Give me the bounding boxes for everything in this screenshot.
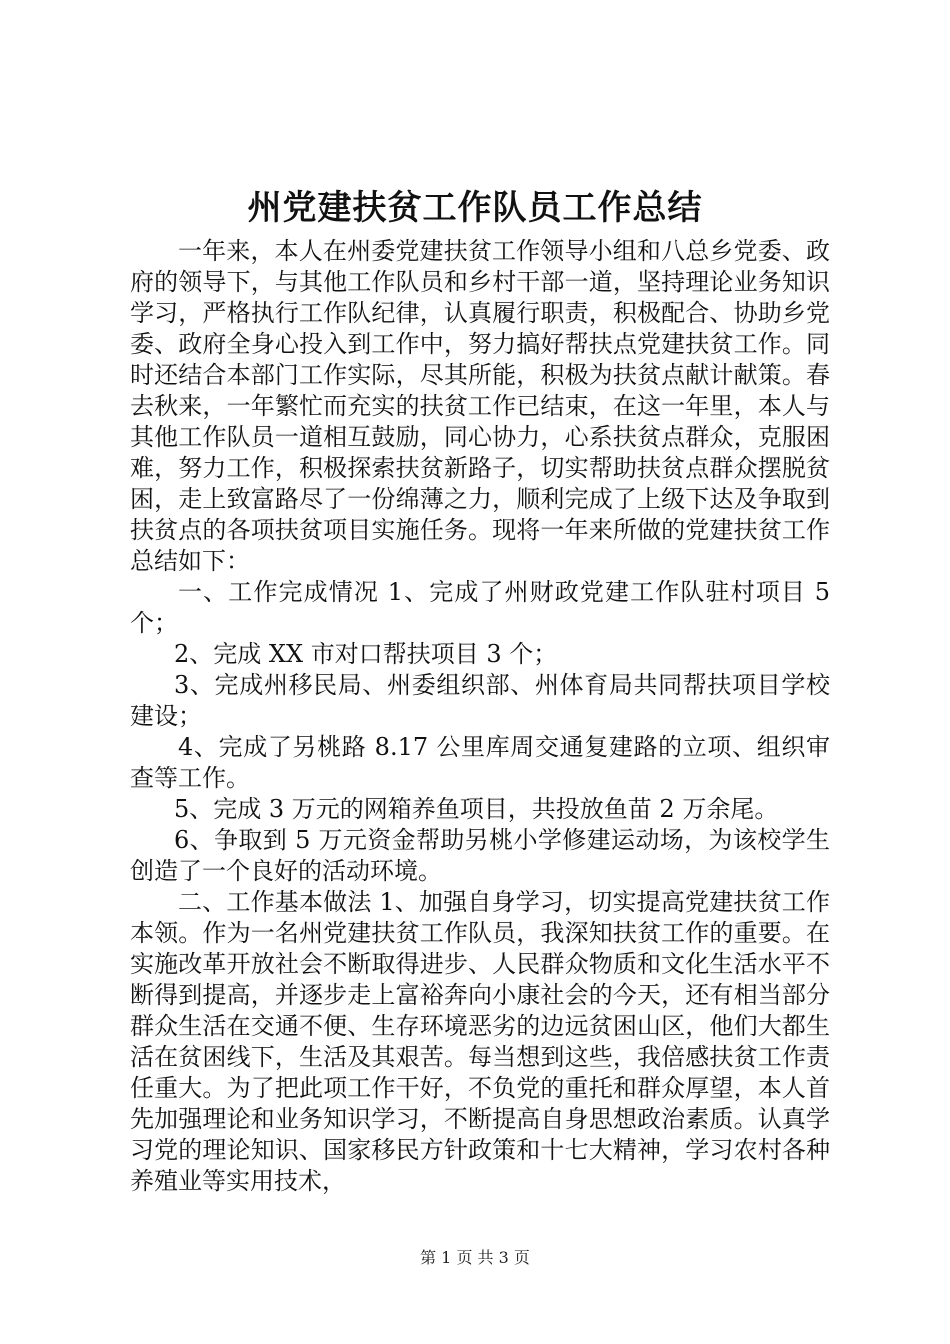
paragraph-intro: 一年来，本人在州委党建扶贫工作领导小组和八总乡党委、政府的领导下，与其他工作队员和乡村干部一道，坚持理论业务知识学习，严格执行工作队纪律，认真履行职责，积极配合、协助乡党委、政府全身心投入到工作中，努力搞好帮扶点党建扶贫工作。同时还结合本部门工作实际，尽其所能，积极为扶贫点献计献策。春去秋来，一年繁忙而充实的扶贫工作已结束，在这一年里，本人与其他工作队员一道相互鼓励，同心协力，心系扶贫点群众，克服困难，努力工作，积极探索扶贫新路子，切实帮助扶贫点群众摆脱贫困，走上致富路尽了一份绵薄之力，顺利完成了上级下达及争取到扶贫点的各项扶贫项目实施任务。现将一年来所做的党建扶贫工作总结如下： [130, 237, 830, 575]
paragraph-item-5: 5、完成 3 万元的网箱养鱼项目，共投放鱼苗 2 万余尾。 [174, 795, 779, 823]
document-body [130, 236, 830, 1197]
paragraph-item-6: 6、争取到 5 万元资金帮助另桃小学修建运动场，为该校学生创造了一个良好的活动环境。 [130, 826, 830, 885]
page-footer: 第 1 页 共 3 页 [420, 1248, 530, 1267]
paragraph-item-3: 3、完成州移民局、州委组织部、州体育局共同帮扶项目学校建设； [130, 671, 830, 730]
paragraph-section-2: 二、工作基本做法 1、加强自身学习，切实提高党建扶贫工作本领。作为一名州党建扶贫工作队员，我深知扶贫工作的重要。在实施改革开放社会不断取得进步、人民群众物质和文化生活水平不断得到提高，并逐步走上富裕奔向小康社会的今天，还有相当部分群众生活在交通不便、生存环境恶劣的边远贫困山区，他们大都生活在贫困线下，生活及其艰苦。每当想到这些，我倍感扶贫工作责任重大。为了把此项工作干好，不负党的重托和群众厚望，本人首先加强理论和业务知识学习，不断提高自身思想政治素质。认真学习党的理论知识、国家移民方针政策和十七大精神，学习农村各种养殖业等实用技术， [130, 888, 830, 1195]
paragraph-item-2: 2、完成 XX 市对口帮扶项目 3 个； [174, 640, 558, 668]
paragraph-section-1: 一、工作完成情况 1、完成了州财政党建工作队驻村项目 5 个； [130, 578, 830, 637]
document-title: 州党建扶贫工作队员工作总结 [247, 188, 703, 228]
paragraph-item-4: 4、完成了另桃路 8.17 公里库周交通复建路的立项、组织审查等工作。 [130, 733, 830, 792]
